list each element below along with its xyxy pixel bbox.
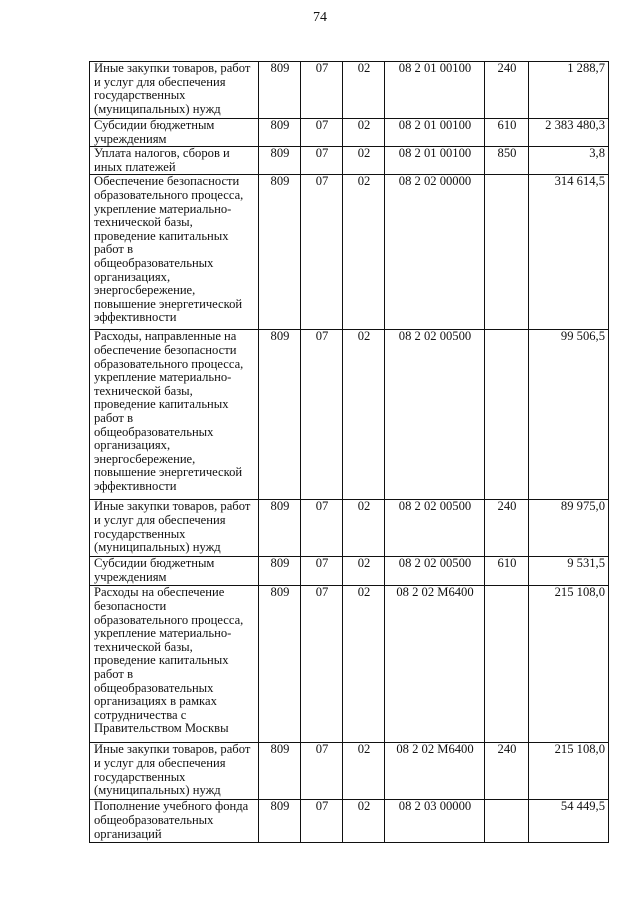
section-cell: 07 (301, 62, 343, 119)
section-cell: 07 (301, 147, 343, 175)
section-cell: 07 (301, 119, 343, 147)
table-row (90, 557, 609, 586)
subsection-cell: 02 (343, 586, 385, 743)
section-cell: 07 (301, 800, 343, 843)
expense-type-cell: 240 (485, 743, 529, 800)
section-cell: 07 (301, 586, 343, 743)
expense-name-cell: Иные закупки товаров, работ и услуг для обеспечения государственных (муниципальных) нужд (90, 743, 259, 800)
grbs-cell: 809 (259, 175, 301, 330)
table-row (90, 743, 609, 800)
amount-cell: 99 506,5 (529, 330, 609, 500)
target-article-cell: 08 2 03 00000 (385, 800, 485, 843)
target-article-cell: 08 2 02 00000 (385, 175, 485, 330)
section-cell: 07 (301, 175, 343, 330)
grbs-cell: 809 (259, 586, 301, 743)
section-cell: 07 (301, 330, 343, 500)
grbs-cell: 809 (259, 62, 301, 119)
subsection-cell: 02 (343, 330, 385, 500)
table-row (90, 586, 609, 743)
page-number: 74 (313, 10, 327, 25)
amount-cell: 215 108,0 (529, 743, 609, 800)
table-row (90, 175, 609, 330)
subsection-cell: 02 (343, 62, 385, 119)
expense-name-cell: Иные закупки товаров, работ и услуг для обеспечения государственных (муниципальных) нужд (90, 62, 259, 119)
subsection-cell: 02 (343, 557, 385, 586)
section-cell: 07 (301, 743, 343, 800)
expense-type-cell: 240 (485, 62, 529, 119)
grbs-cell: 809 (259, 800, 301, 843)
target-article-cell: 08 2 01 00100 (385, 62, 485, 119)
table-row (90, 800, 609, 843)
section-cell: 07 (301, 500, 343, 557)
target-article-cell: 08 2 02 М6400 (385, 586, 485, 743)
target-article-cell: 08 2 02 00500 (385, 330, 485, 500)
amount-cell: 1 288,7 (529, 62, 609, 119)
table-row (90, 500, 609, 557)
target-article-cell: 08 2 02 М6400 (385, 743, 485, 800)
expense-name-cell: Субсидии бюджетным учреждениям (90, 119, 259, 147)
expense-type-cell (485, 175, 529, 330)
expense-type-cell (485, 330, 529, 500)
grbs-cell: 809 (259, 743, 301, 800)
expense-name-cell: Уплата налогов, сборов и иных платежей (90, 147, 259, 175)
subsection-cell: 02 (343, 500, 385, 557)
expense-name-cell: Субсидии бюджетным учреждениям (90, 557, 259, 586)
table-row (90, 147, 609, 175)
grbs-cell: 809 (259, 557, 301, 586)
grbs-cell: 809 (259, 119, 301, 147)
subsection-cell: 02 (343, 147, 385, 175)
amount-cell: 9 531,5 (529, 557, 609, 586)
expense-type-cell (485, 800, 529, 843)
subsection-cell: 02 (343, 119, 385, 147)
expense-name-cell: Иные закупки товаров, работ и услуг для обеспечения государственных (муниципальных) нужд (90, 500, 259, 557)
budget-table (89, 61, 609, 843)
table-row (90, 119, 609, 147)
expense-name-cell: Расходы, направленные на обеспечение безопасности образовательного процесса, укрепление материально-технической базы, проведение капитальных работ в общеобразовательных организациях, энергосбережение, повышение энергетической эффективности (90, 330, 259, 500)
table-row (90, 62, 609, 119)
expense-name-cell: Пополнение учебного фонда общеобразовательных организаций (90, 800, 259, 843)
expense-name-cell: Обеспечение безопасности образовательного процесса, укрепление материально-технической базы, проведение капитальных работ в общеобразовательных организациях, энергосбережение, повышение энергетической эффективности (90, 175, 259, 330)
target-article-cell: 08 2 01 00100 (385, 147, 485, 175)
amount-cell: 3,8 (529, 147, 609, 175)
amount-cell: 215 108,0 (529, 586, 609, 743)
subsection-cell: 02 (343, 800, 385, 843)
amount-cell: 2 383 480,3 (529, 119, 609, 147)
amount-cell: 314 614,5 (529, 175, 609, 330)
table-row (90, 330, 609, 500)
expense-type-cell: 850 (485, 147, 529, 175)
expense-type-cell: 610 (485, 557, 529, 586)
expense-type-cell: 610 (485, 119, 529, 147)
target-article-cell: 08 2 02 00500 (385, 500, 485, 557)
target-article-cell: 08 2 01 00100 (385, 119, 485, 147)
subsection-cell: 02 (343, 743, 385, 800)
expense-type-cell: 240 (485, 500, 529, 557)
grbs-cell: 809 (259, 147, 301, 175)
grbs-cell: 809 (259, 330, 301, 500)
section-cell: 07 (301, 557, 343, 586)
grbs-cell: 809 (259, 500, 301, 557)
subsection-cell: 02 (343, 175, 385, 330)
amount-cell: 89 975,0 (529, 500, 609, 557)
expense-type-cell (485, 586, 529, 743)
target-article-cell: 08 2 02 00500 (385, 557, 485, 586)
expense-name-cell: Расходы на обеспечение безопасности образовательного процесса, укрепление материально-технической базы, проведение капитальных работ в общеобразовательных организациях в рамках сотрудничества с Правительством Москвы (90, 586, 259, 743)
amount-cell: 54 449,5 (529, 800, 609, 843)
